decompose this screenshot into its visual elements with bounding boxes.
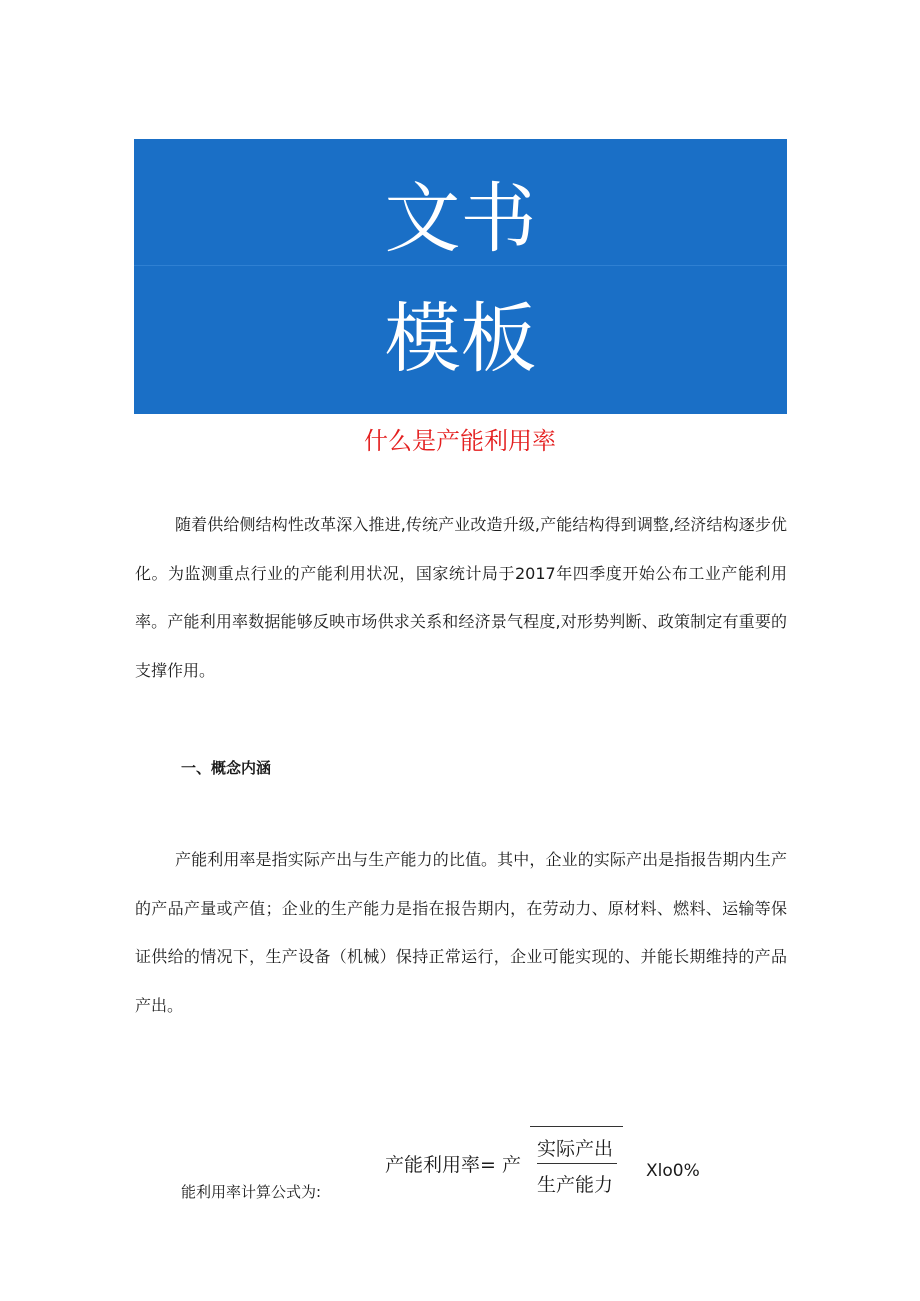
formula-lhs: 产能利用率= 产: [385, 1154, 521, 1176]
cover-title-line-1: 文书: [384, 174, 537, 263]
cover-title-line-2: 模板: [384, 294, 537, 383]
formula-denominator: 生产能力: [537, 1174, 614, 1196]
formula-numerator: 实际产出: [537, 1138, 614, 1160]
concept-paragraph: 产能利用率是指实际产出与生产能力的比值。其中，企业的实际产出是指报告期内生产的产品产量或产值；企业的生产能力是指在报告期内，在劳动力、原材料、燃料、运输等保证供给的情况下，生产设备（机械）保持正常运行，企业可能实现的、并能长期维持的产品产出。: [135, 850, 787, 1015]
cover-banner: [134, 139, 787, 414]
formula-overbar: [530, 1126, 623, 1127]
intro-paragraph: 随着供给侧结构性改革深入推进,传统产业改造升级,产能结构得到调整,经济结构逐步优化。为监测重点行业的产能利用状况，国家统计局于2017年四季度开始公布工业产能利用率。产能利用率数据能够反映市场供求关系和经济景气程度,对形势判断、政策制定有重要的支撑作用。: [135, 515, 787, 680]
cover-divider: [134, 265, 787, 266]
formula-factor: Xlo0%: [646, 1161, 700, 1181]
section-heading-concept: 一、概念内涵: [181, 759, 272, 777]
formula-label: 能利用率计算公式为:: [181, 1183, 322, 1201]
document-title: 什么是产能利用率: [364, 427, 556, 455]
formula-fraction-bar: [537, 1163, 617, 1164]
